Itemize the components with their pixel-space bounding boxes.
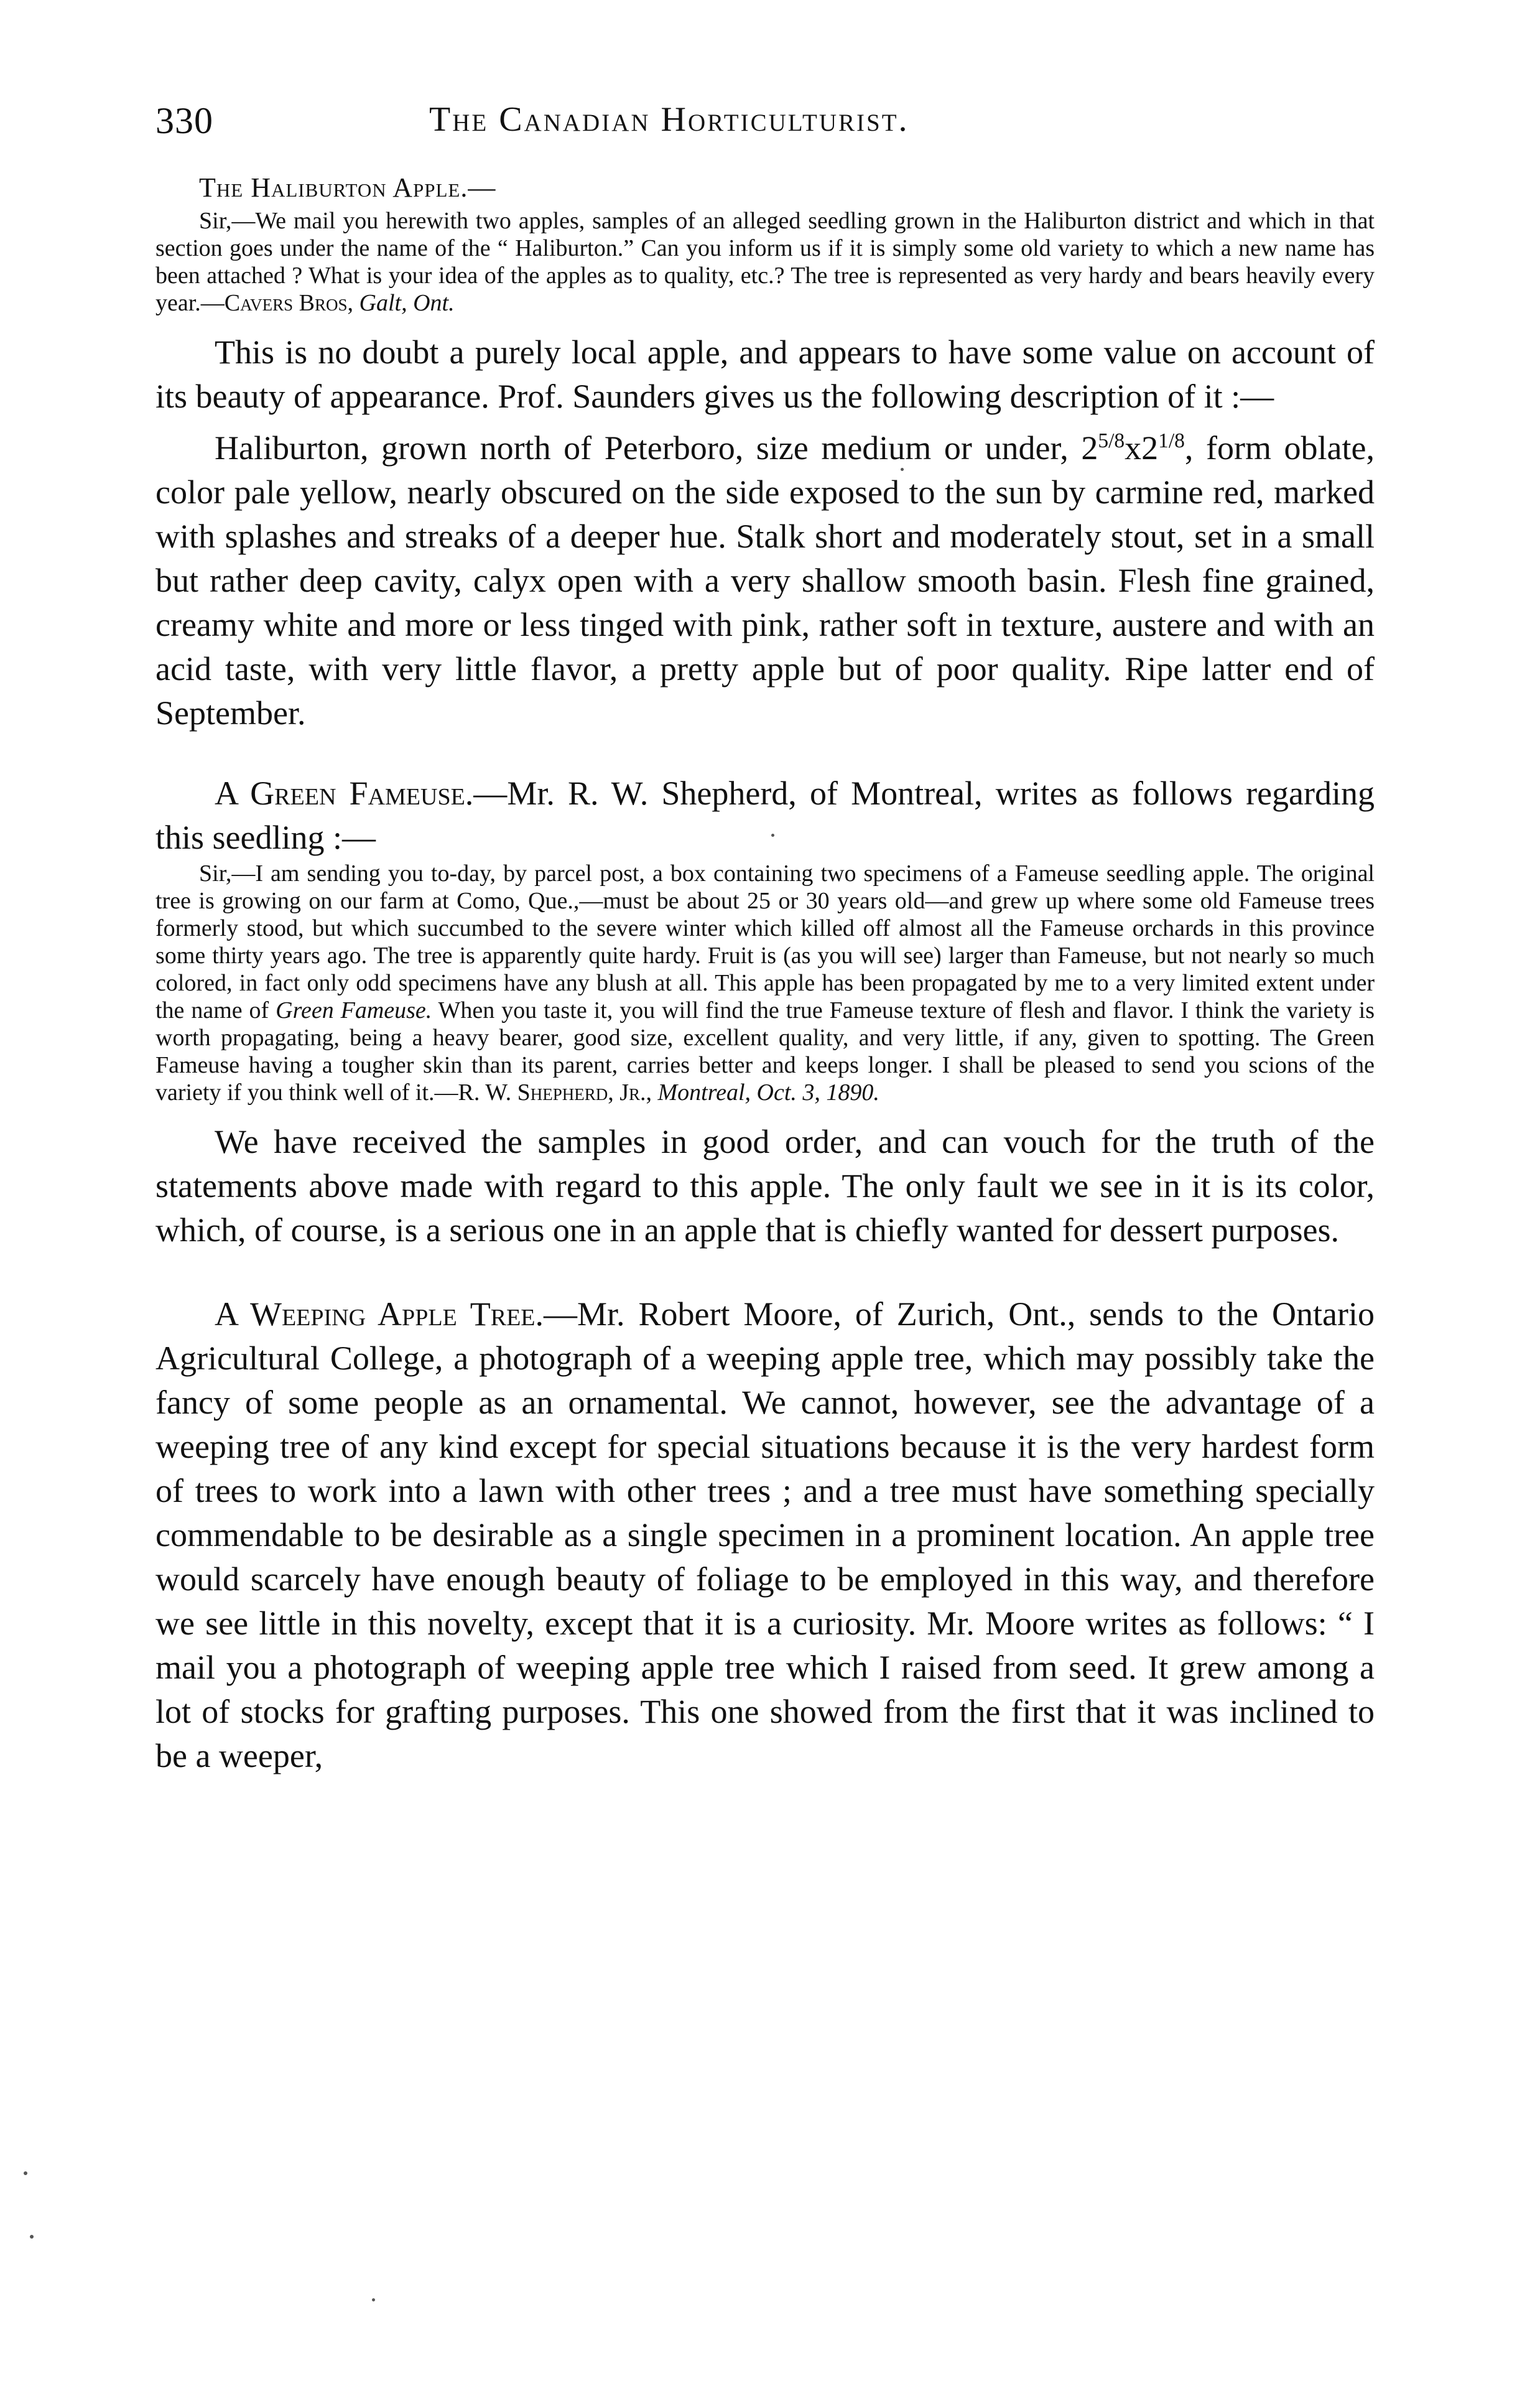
running-head — [155, 93, 1375, 149]
journal-title: The Canadian Horticulturist. — [429, 100, 909, 139]
weeping-heading: A Weeping Apple Tree.— — [215, 1295, 577, 1333]
scan-speck — [372, 2298, 375, 2301]
haliburton-letter-text: Sir,—We mail you herewith two apples, samples of an alleged seedling grown in the Haliburton district and which in that section goes under the name of the “ Haliburton.” Can you inform us if it is simply some old variety to which a new name has been attached ? What is your idea of the apples as to quality, etc.? The tree is represented as very hardy and bears heavily every year.— — [155, 208, 1375, 316]
weeping-body: Mr. Robert Moore, of Zurich, Ont., sends to the Ontario Agricultural College, a photograph of a weeping apple tree, which may possibly take the fancy of some people as an ornamental. We cannot, however, see the advantage of a weeping tree of any kind except for special situations because it is the very hardest form of trees to work into a lawn with other trees ; and a tree must have something specially commendable to be desirable as a single specimen in a prominent location. An apple tree would scarcely have enough beauty of foliage to be employed in this way, and therefore we see little in this novelty, except that it is a curiosity. Mr. Moore writes as follows: “ I mail you a photograph of weeping apple tree which I raised from seed. It grew among a lot of stocks for grafting purposes. This one showed from the first that it was inclined to be a weeper, — [155, 1295, 1375, 1774]
haliburton-signature: Cavers Bros, — [224, 290, 354, 316]
weeping-paragraph — [155, 1292, 1375, 1778]
green-fameuse-signature-place: Montreal, Oct. 3, 1890. — [657, 1079, 879, 1106]
green-fameuse-heading: A Green Fameuse.— — [215, 775, 508, 812]
scan-speck — [30, 2235, 34, 2239]
scan-speck — [771, 834, 774, 837]
green-fameuse-letter-b: When you taste it, you will find the true Fameuse texture of flesh and flavor. I think the variety is worth propagating, being a heavy bearer, good size, excellent quality, and very little, if any, given to spotting. The Green Fameuse having a tougher skin than its parent, carries better and keeps longer. I shall be pleased to send you scions of the variety if you think well of it.— — [155, 997, 1375, 1106]
haliburton-signature-place: Galt, Ont. — [359, 290, 455, 316]
haliburton-reply-2 — [155, 419, 1375, 735]
size-fraction-1: 5/8 — [1098, 429, 1125, 452]
scan-speck — [24, 2171, 27, 2175]
green-fameuse-intro — [155, 771, 1375, 860]
scan-speck — [901, 468, 904, 471]
size-fraction-2: 1/8 — [1158, 429, 1185, 452]
haliburton-reply-2b: x2 — [1125, 429, 1159, 467]
haliburton-heading: The Haliburton Apple.— — [199, 172, 496, 203]
haliburton-letter — [155, 207, 1375, 317]
green-fameuse-reply: We have received the samples in good order, and can vouch for the truth of the statements above made with regard to this apple. The only fault we see in it is its color, which, of course, is a serious one in an apple that is chiefly wanted for dessert purposes. — [155, 1123, 1375, 1249]
haliburton-reply-1: This is no doubt a purely local apple, and appears to have some value on account of its beauty of appearance. Prof. Saunders gives us the following description of it :— — [155, 333, 1375, 415]
green-fameuse-letter-italic: Green Fameuse. — [276, 997, 432, 1023]
page-number: 330 — [155, 100, 213, 141]
page — [155, 93, 1375, 1778]
green-fameuse-letter-a: Sir,—I am sending you to-day, by parcel post, a box containing two specimens of a Fameuse seedling apple. The original tree is growing on our farm at Como, Que.,—must be about 25 or 30 years old—and grew up where some old Fameuse trees formerly stood, but which succumbed to the severe winter which killed off almost all the Fameuse orchards in this province some thirty years ago. The tree is apparently quite hardy. Fruit is (as you will see) larger than Fameuse, but not nearly so much colored, in fact only odd specimens have any blush at all. This apple has been propagated by me to a very limited extent under the name of — [155, 860, 1375, 1023]
haliburton-reply-2c: , form oblate, color pale yellow, nearly obscured on the side exposed to the sun by carmine red, marked with splashes and streaks of a deeper hue. Stalk short and moderately stout, set in a small but rather deep cavity, calyx open with a very shallow smooth basin. Flesh fine grained, creamy white and more or less tinged with pink, rather soft in texture, austere and with an acid taste, with very little flavor, a pretty apple but of poor quality. Ripe latter end of September. — [155, 429, 1375, 732]
haliburton-reply-2a: Haliburton, grown north of Peterboro, size medium or under, 2 — [215, 429, 1098, 467]
green-fameuse-letter — [155, 860, 1375, 1106]
green-fameuse-signature: R. W. Shepherd, Jr., — [458, 1079, 652, 1106]
green-fameuse-intro-text: Mr. R. W. Shepherd, of Montreal, writes as follows regarding this seedling :— — [155, 775, 1375, 856]
